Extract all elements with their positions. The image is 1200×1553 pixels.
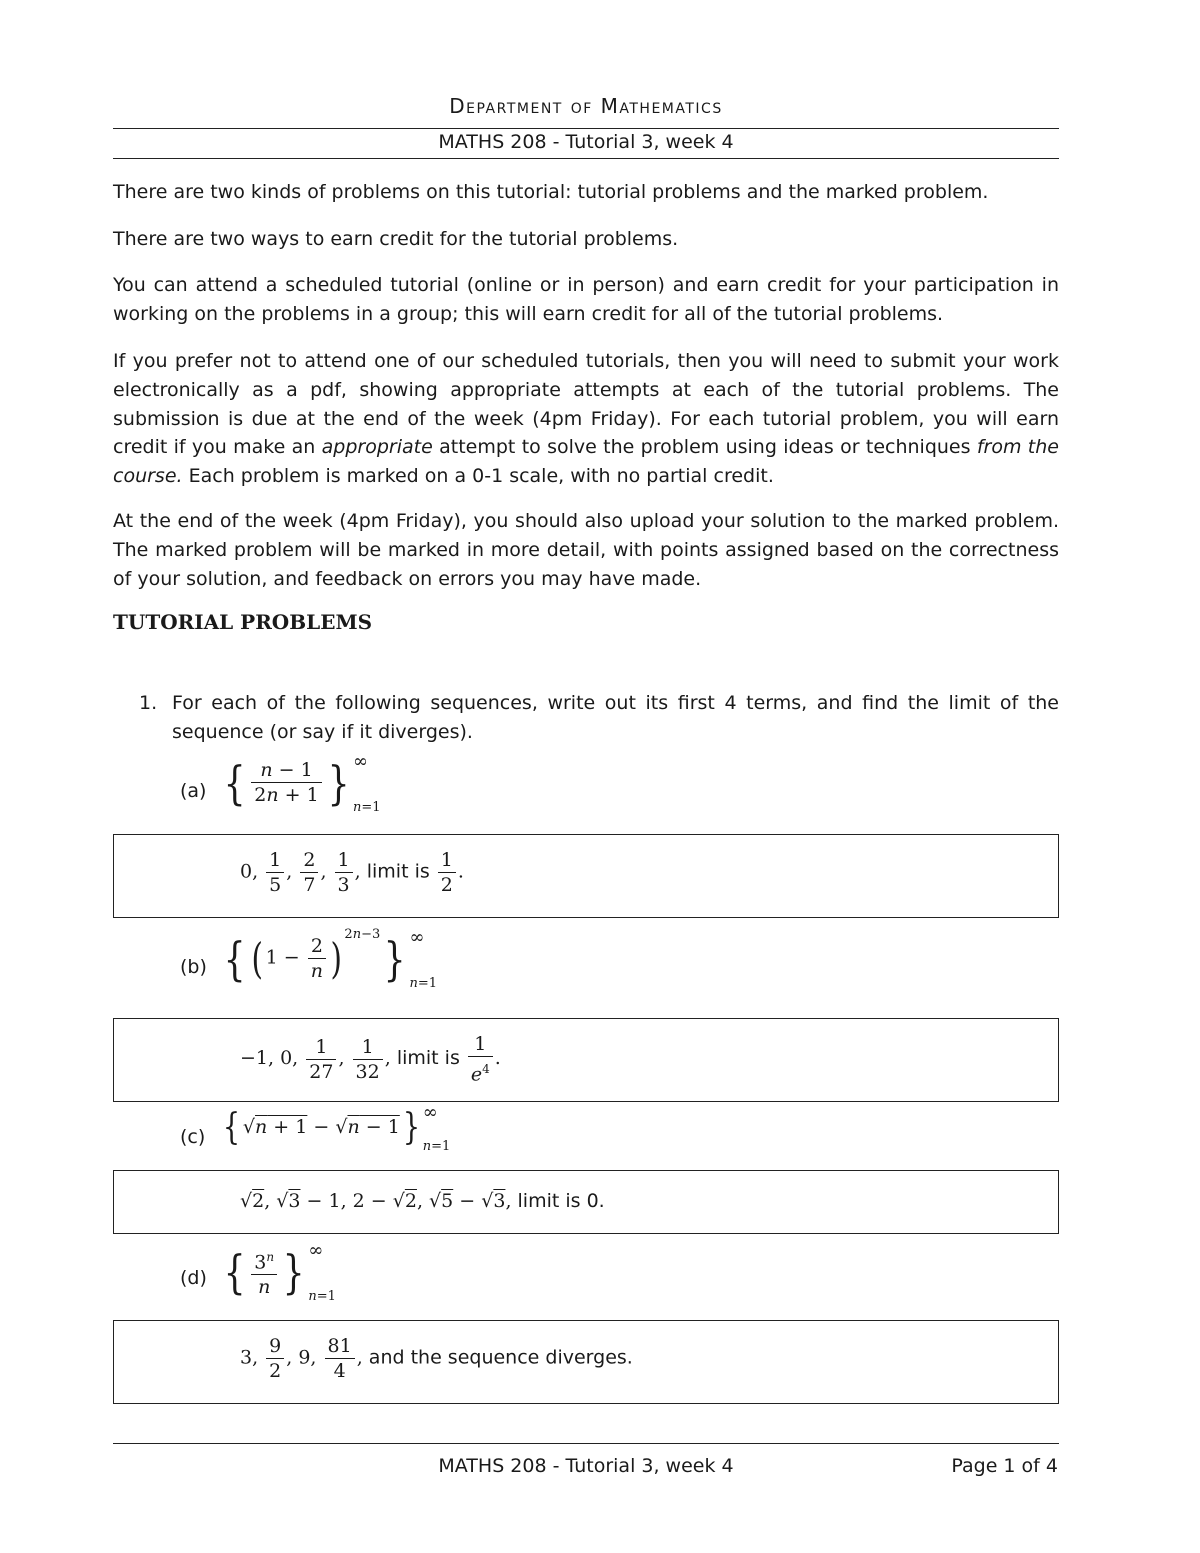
answer-d-text: and the sequence diverges.: [368, 1346, 633, 1369]
header-rule-bottom: [113, 158, 1059, 159]
part-c-sequence: { √n + 1 − √n − 1} ∞ n=1: [222, 1102, 451, 1154]
department-title: Department of Mathematics: [449, 94, 723, 118]
problem-text: For each of the following sequences, write out its first 4 terms, and find the limit of the sequence (or say if it diverges).: [172, 692, 1059, 743]
answer-b: −1, 0, $\frac{1}{27}$ , $\frac{1}{32}$ , limit is $\frac{1}{e^4}$ .: [240, 1033, 501, 1086]
part-a-label: (a): [180, 780, 207, 802]
p4-part-c: Each problem is marked on a 0-1 scale, with no partial credit.: [188, 465, 774, 488]
problem-number: 1.: [139, 692, 158, 714]
footer-page-number: Page 1 of 4: [951, 1455, 1058, 1477]
intro-paragraph-4: [113, 347, 1059, 491]
section-heading: TUTORIAL PROBLEMS: [113, 610, 373, 634]
intro-paragraph-5: At the end of the week (4pm Friday), you should also upload your solution to the marked problem. The marked problem will be marked in more detail, with points assigned based on the correctness of your solution, and feedback on errors you may have made.: [113, 510, 1059, 590]
answer-d: 3, $\frac{9}{2}$ , 9, $\frac{81}{4}$ , and the sequence diverges.: [240, 1335, 633, 1382]
answer-a: 0, $\frac{1}{5}$ , $\frac{2}{7}$ , $\frac{1}{3}$ , limit is $\frac{1}{2}$ .: [240, 849, 464, 896]
p4-part-b: attempt to solve the problem using ideas or techniques: [439, 436, 971, 459]
part-d-sequence: { $\frac{3^n}{n}$ } ∞ n=1: [223, 1240, 336, 1305]
course-title: MATHS 208 - Tutorial 3, week 4: [438, 131, 734, 153]
footer-rule: [113, 1443, 1059, 1444]
footer-course: MATHS 208 - Tutorial 3, week 4: [438, 1455, 734, 1477]
intro-paragraph-1: There are two kinds of problems on this tutorial: tutorial problems and the marked problem.: [113, 181, 989, 203]
p4-emphasis-appropriate: appropriate: [321, 436, 433, 459]
problem-1: [139, 689, 1059, 747]
part-c-label: (c): [180, 1126, 206, 1148]
answer-a-text: limit is: [366, 860, 430, 883]
answer-b-text: limit is: [396, 1047, 460, 1070]
part-b-label: (b): [180, 956, 207, 978]
part-a-sequence: { $\frac{n - 1}{2n + 1}$ } ∞ n=1: [223, 750, 381, 815]
header-rule-top: [113, 128, 1059, 129]
answer-c-text: limit is 0.: [517, 1190, 605, 1212]
part-d-label: (d): [180, 1267, 207, 1289]
intro-paragraph-3: You can attend a scheduled tutorial (online or in person) and earn credit for your participation in working on the problems in a group; this will earn credit for all of the tutorial problems.: [113, 274, 1059, 325]
answer-c: √2, √3 − 1, 2 − √2, √5 − √3, limit is 0.: [240, 1190, 605, 1212]
p4-part-a: If you prefer not to attend one of our scheduled tutorials, then you will need to submit your work electronically as a pdf, showing appropriate attempts at each of the tutorial problems. The submission is due at the end of the week (4pm Friday). For each tutorial problem, you will earn credit if you make an: [113, 350, 1059, 459]
intro-paragraph-2: There are two ways to earn credit for the tutorial problems.: [113, 228, 679, 250]
p4-emphasis-course: from the course.: [113, 436, 1059, 488]
part-b-sequence: { ( 1 − $\frac{2}{n}$ ) $^{2n-3}$} ∞ n=1: [223, 926, 438, 991]
